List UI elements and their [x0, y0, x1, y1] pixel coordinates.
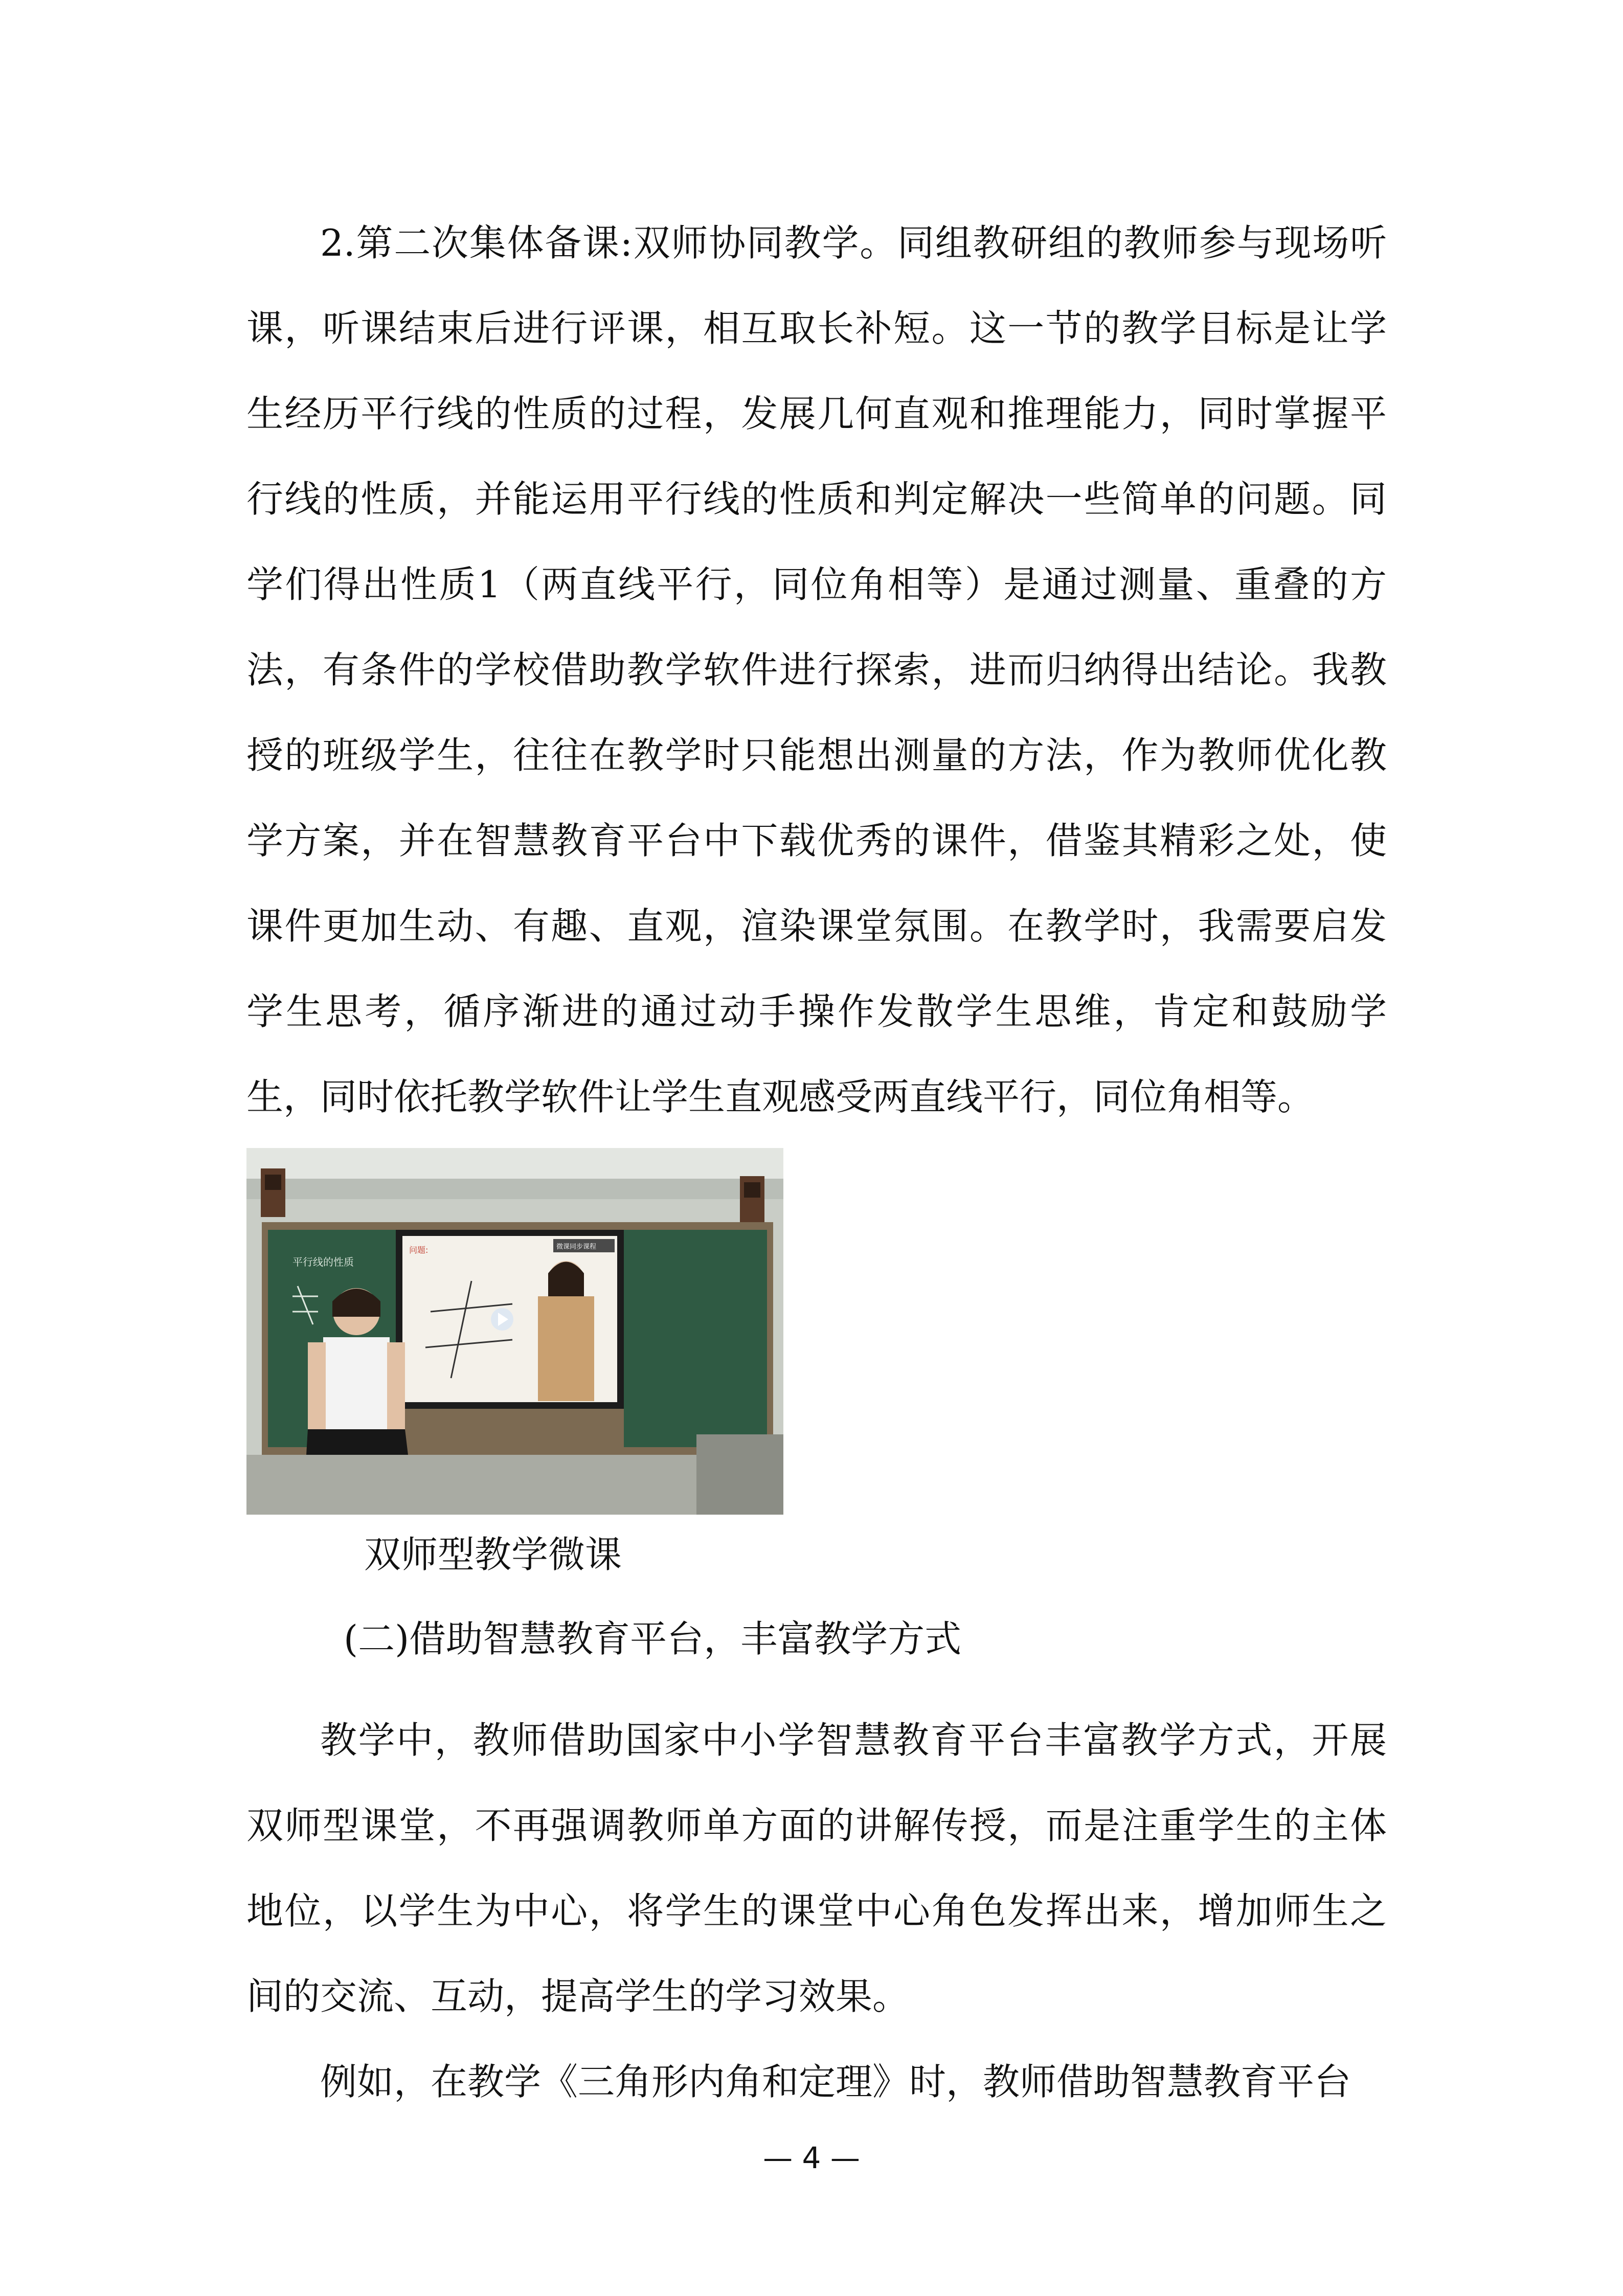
board-title: 平行线的性质 — [292, 1256, 354, 1268]
photo-caption: 双师型教学微课 — [364, 1533, 622, 1576]
body-text-top — [246, 200, 1387, 1140]
body-text-bottom — [246, 1698, 1387, 2125]
section-heading: (二)借助智慧教育平台，丰富教学方式 — [344, 1617, 962, 1660]
paragraph: 2.第二次集体备课:双师协同教学。同组教研组的教师参与现场听课，听课结束后进行评课，相互取长补短。这一节的教学目标是让学生经历平行线的性质的过程，发展几何直观和推理能力，同时掌握平行线的性质，并能运用平行线的性质和判定解决一些简单的问题。同学们得出性质1（两直线平行，同位角相等）是通过测量、重叠的方法，有条件的学校借助教学软件进行探索，进而归纳得出结论。我教授的班级学生，往往在教学时只能想出测量的方法，作为教师优化教学方案，并在智慧教育平台中下载优秀的课件，借鉴其精彩之处，使课件更加生动、有趣、直观，渲染课堂氛围。在教学时，我需要启发学生思考，循序渐进的通过动手操作发散学生思维，肯定和鼓励学生，同时依托教学软件让学生直观感受两直线平行，同位角相等。 — [246, 221, 1387, 1118]
page-number: — 4 — — [763, 2141, 860, 2175]
screen-question-label: 问题: — [409, 1245, 429, 1255]
paragraph: 教学中，教师借助国家中小学智慧教育平台丰富教学方式，开展双师型课堂，不再强调教师单方面的讲解传授，而是注重学生的主体地位，以学生为中心，将学生的课堂中心角色发挥出来，增加师生之间的交流、互动，提高学生的学习效果。 — [246, 1719, 1387, 2018]
screen-banner: 微课同步课程 — [556, 1243, 597, 1251]
classroom-photo — [246, 1148, 783, 1515]
paragraph: 例如，在教学《三角形内角和定理》时，教师借助智慧教育平台 — [320, 2060, 1351, 2103]
